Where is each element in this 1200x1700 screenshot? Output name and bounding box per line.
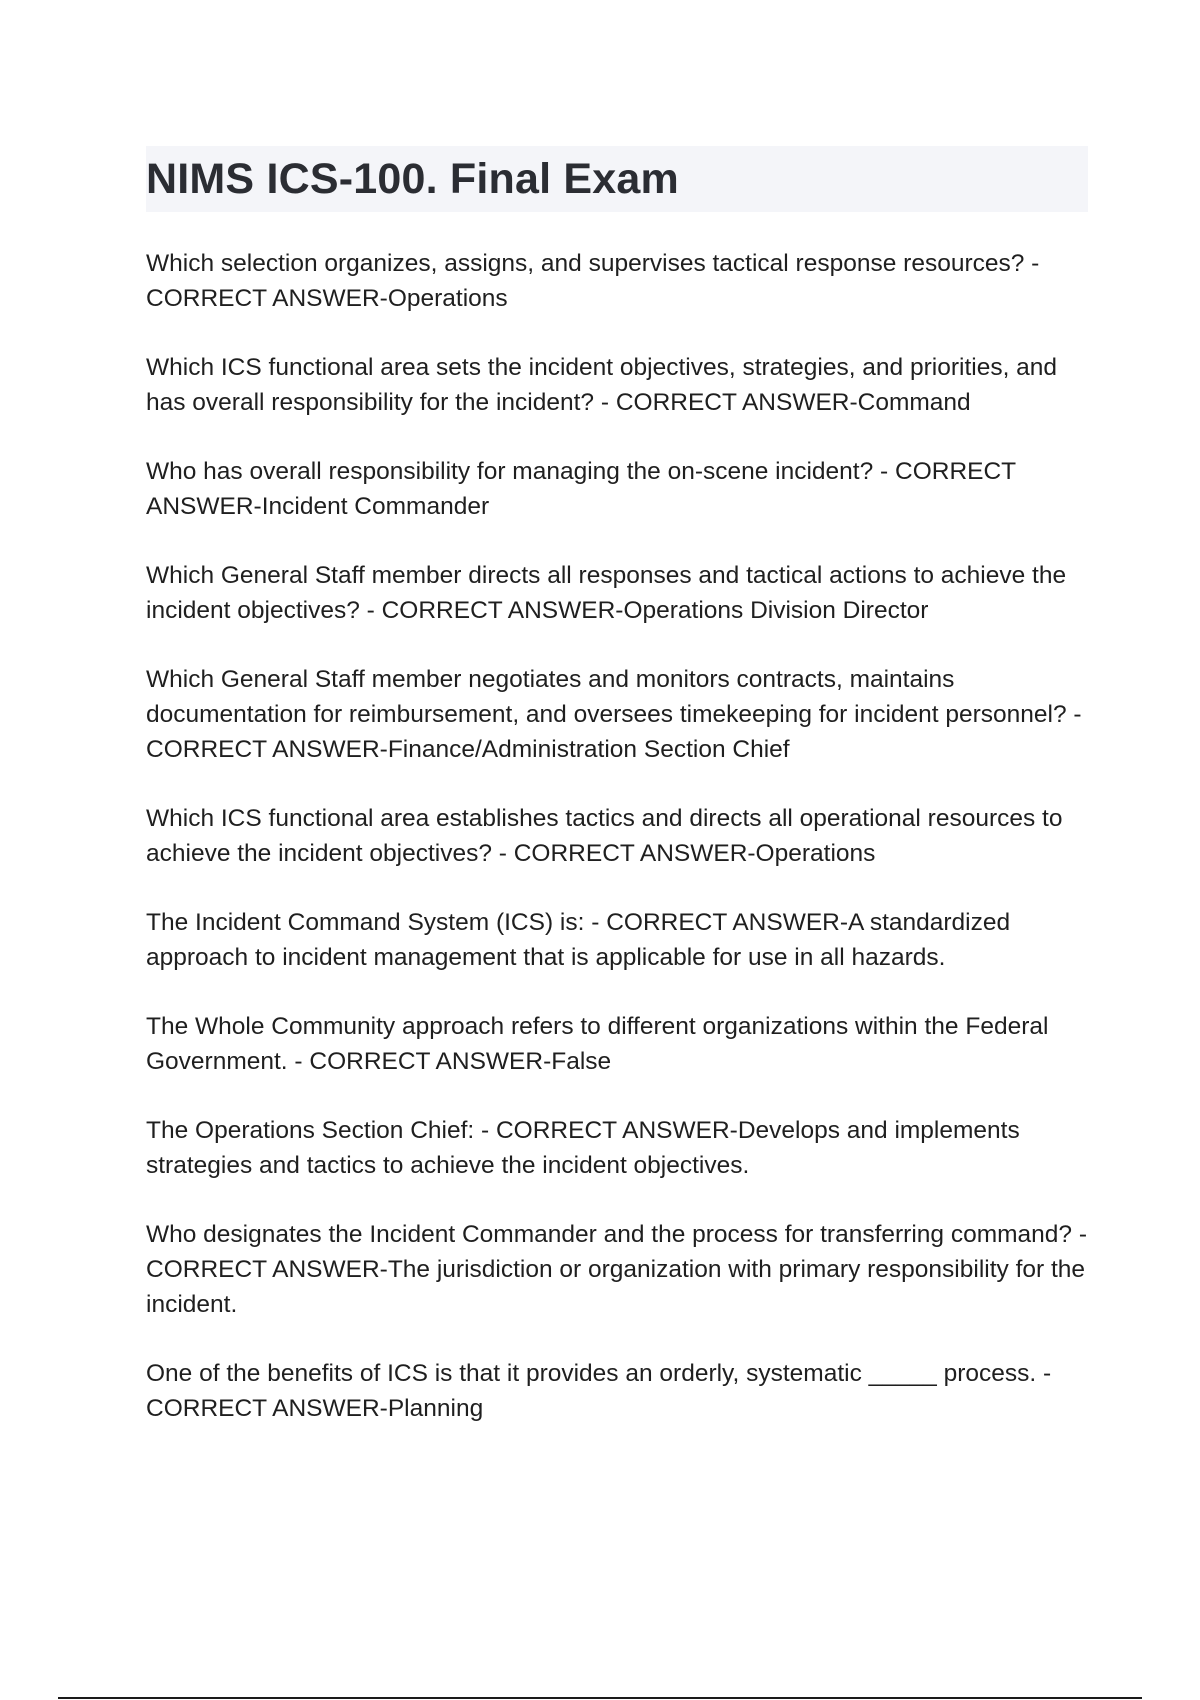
- qa-item-5: Which General Staff member negotiates and monitors contracts, maintains documentation for reimbursement, and oversees timekeeping for incident personnel? - CORRECT ANSWER-Finance/Administration Section Chief: [146, 666, 1082, 763]
- footer-divider: [58, 1697, 1142, 1699]
- title-band: [146, 146, 1088, 212]
- qa-item-6: Which ICS functional area establishes tactics and directs all operational resources to achieve the incident objectives? - CORRECT ANSWER-Operations: [146, 805, 1063, 867]
- qa-item-1: Which selection organizes, assigns, and supervises tactical response resources? - CORRECT ANSWER-Operations: [146, 250, 1040, 312]
- qa-item-10: Who designates the Incident Commander and the process for transferring command? - CORRECT ANSWER-The jurisdiction or organization with primary responsibility for the incident.: [146, 1221, 1088, 1318]
- page-title: NIMS ICS-100. Final Exam: [146, 154, 679, 203]
- qa-item-4: Which General Staff member directs all responses and tactical actions to achieve the incident objectives? - CORRECT ANSWER-Operations Division Director: [146, 562, 1067, 624]
- qa-item-2: Which ICS functional area sets the incident objectives, strategies, and priorities, and has overall responsibility for the incident? - CORRECT ANSWER-Command: [146, 354, 1058, 416]
- qa-item-7: The Incident Command System (ICS) is: - CORRECT ANSWER-A standardized approach to incident management that is applicable for use in all hazards.: [146, 909, 1011, 971]
- qa-list: [146, 246, 1088, 1426]
- qa-item-8: The Whole Community approach refers to different organizations within the Federal Government. - CORRECT ANSWER-False: [146, 1013, 1049, 1075]
- qa-item-3: Who has overall responsibility for managing the on-scene incident? - CORRECT ANSWER-Incident Commander: [146, 458, 1016, 520]
- document-page: [146, 146, 1088, 1460]
- qa-item-11: One of the benefits of ICS is that it provides an orderly, systematic _____ process. - CORRECT ANSWER-Planning: [146, 1360, 1052, 1422]
- qa-item-9: The Operations Section Chief: - CORRECT ANSWER-Develops and implements strategies and tactics to achieve the incident objectives.: [146, 1117, 1020, 1179]
